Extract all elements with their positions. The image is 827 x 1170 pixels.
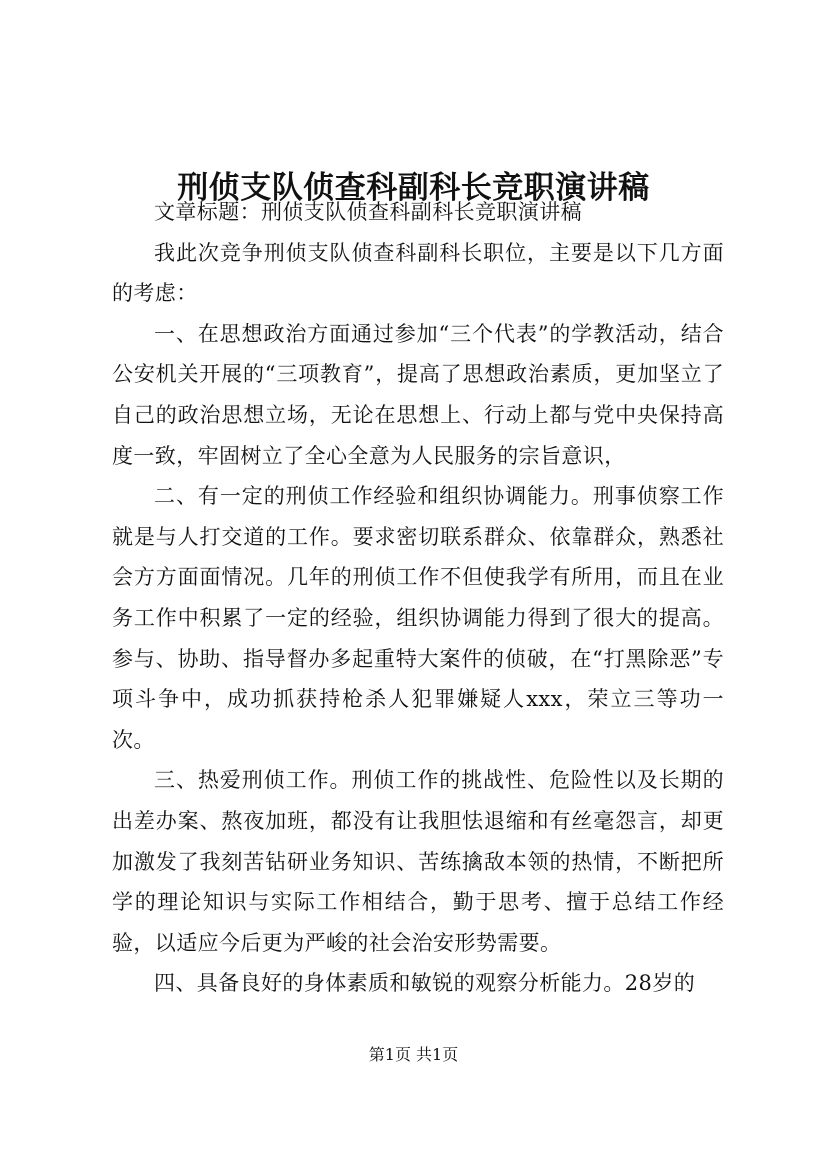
paragraph-political: 一、在思想政治方面通过参加“三个代表”的学教活动，结合公安机关开展的“三项教育”，提高了思想政治素质，更加坚立了自己的政治思想立场，无论在思想上、行动上都与党中央保持高度一致，牢固树立了全心全意为人民服务的宗旨意识， bbox=[112, 321, 724, 468]
document-body bbox=[112, 192, 724, 1004]
document-title: 刑侦支队侦查科副科长竞职演讲稿 bbox=[177, 169, 650, 206]
paragraph-fitness: 四、具备良好的身体素质和敏锐的观察分析能力。28岁的 bbox=[154, 971, 696, 996]
paragraph-experience: 二、有一定的刑侦工作经验和组织协调能力。刑事侦察工作就是与人打交道的工作。要求密切联系群众、依靠群众，熟悉社会方方面面情况。几年的刑侦工作不但使我学有所用，而且在业务工作中积累了一定的经验，组织协调能力得到了很大的提高。参与、协助、指导督办多起重特大案件的侦破，在“打黑除恶”专项斗争中，成功抓获持枪杀人犯罪嫌疑人xxx，荣立三等功一次。 bbox=[112, 484, 724, 752]
paragraph-passion: 三、热爱刑侦工作。刑侦工作的挑战性、危险性以及长期的出差办案、熬夜加班，都没有让我胆怯退缩和有丝毫怨言，却更加激发了我刻苦钻研业务知识、苦练擒敌本领的热情，不断把所学的理论知识与实际工作相结合，勤于思考、擅于总结工作经验，以适应今后更为严峻的社会治安形势需要。 bbox=[112, 768, 724, 955]
page-number-footer: 第1页 共1页 bbox=[368, 1045, 459, 1064]
intro-paragraph: 我此次竞争刑侦支队侦查科副科长职位，主要是以下几方面的考虑： bbox=[112, 240, 724, 306]
article-title-line: 文章标题：刑侦支队侦查科副科长竞职演讲稿 bbox=[154, 200, 582, 224]
